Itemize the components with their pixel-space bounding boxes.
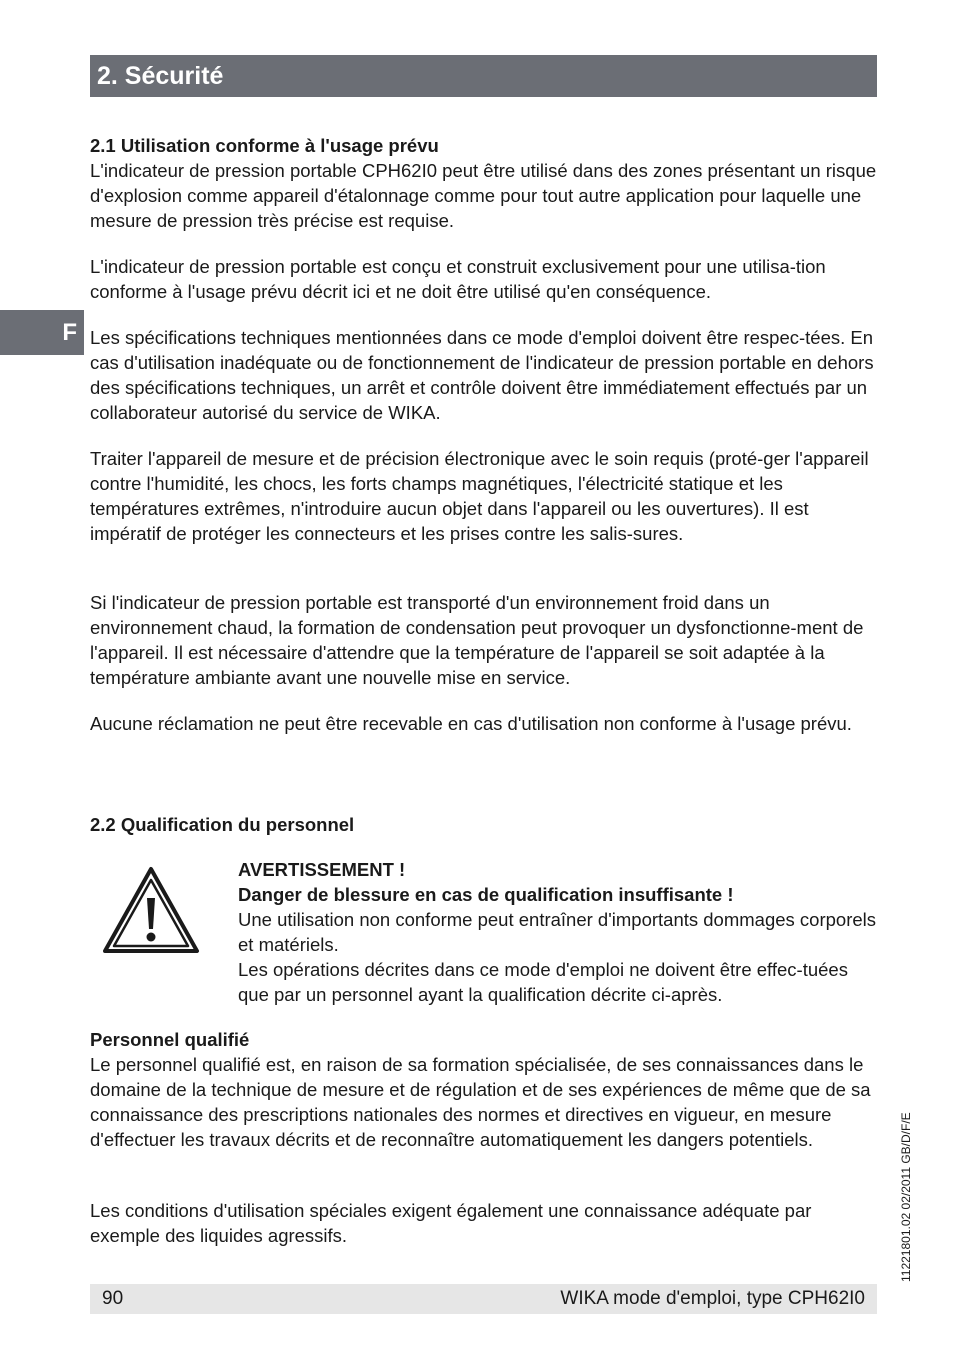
warning-text: Une utilisation non conforme peut entraîner d'importants dommages corporels et matériels. — [238, 909, 877, 955]
paragraph: Les conditions d'utilisation spéciales exigent également une connaissance adéquate par exemple des liquides agressifs. — [90, 1200, 812, 1246]
paragraph: L'indicateur de pression portable est conçu et construit exclusivement pour une utilisa-tion conforme à l'usage prévu décrit ici et ne doit être utilisé qu'en conséquence. — [90, 256, 826, 302]
warning-triangle-icon — [102, 866, 200, 954]
section-title: 2. Sécurité — [90, 55, 877, 97]
warning-title: AVERTISSEMENT ! — [238, 859, 406, 880]
paragraph: L'indicateur de pression portable CPH62I0 peut être utilisé dans des zones présentant un risque d'explosion comme appareil d'étalonnage comme pour tout autre application pour laquelle une mesure de pression très précise est requise. — [90, 160, 877, 231]
document-title: WIKA mode d'emploi, type CPH62I0 — [560, 1288, 865, 1309]
section-2-1-heading: 2.1 Utilisation conforme à l'usage prévu — [90, 135, 439, 156]
warning-block — [238, 857, 878, 1007]
section-2-2-heading: 2.2 Qualification du personnel — [90, 814, 355, 835]
qualified-staff-heading: Personnel qualifié — [90, 1029, 250, 1050]
document-code: 11221801.02 02/2011 GB/D/F/E — [899, 1112, 913, 1282]
paragraph: Traiter l'appareil de mesure et de précision électronique avec le soin requis (proté-ger l'appareil contre l'humidité, les chocs, les forts champs magnétiques, l'électricité statique et les températures extrêmes, n'introduire aucun objet dans l'appareil ou les ouvertures). Il est impératif de protéger les connecteurs et les prises contre les salis-sures. — [90, 448, 869, 544]
paragraph: Aucune réclamation ne peut être recevable en cas d'utilisation non conforme à l'usage prévu. — [90, 713, 852, 734]
warning-text: Les opérations décrites dans ce mode d'emploi ne doivent être effec-tuées que par un personnel ayant la qualification décrite ci-après. — [238, 959, 848, 1005]
paragraph: Si l'indicateur de pression portable est transporté d'un environnement froid dans un environnement chaud, la formation de condensation peut provoquer un dysfonctionne-ment de l'appareil. Il est nécessaire d'attendre que la température de l'appareil se soit adaptée à la température ambiante avant une nouvelle mise en service. — [90, 592, 864, 688]
paragraph: Le personnel qualifié est, en raison de sa formation spécialisée, de ses connaissances dans le domaine de la technique de mesure et de régulation et de ses expériences de même que de sa connaissance des prescriptions nationales des normes et directives en vigueur, en mesure d'effectuer les travaux décrits et de reconnaître automatiquement les dangers potentiels. — [90, 1054, 871, 1150]
warning-subtitle: Danger de blessure en cas de qualification insuffisante ! — [238, 884, 734, 905]
page-number: 90 — [102, 1288, 124, 1309]
language-tab: F — [0, 310, 84, 355]
paragraph: Les spécifications techniques mentionnées dans ce mode d'emploi doivent être respec-tées. En cas d'utilisation inadéquate ou de fonctionnement de l'indicateur de pression portable en dehors des spécifications techniques, un arrêt et contrôle doivent être immédiatement effectués par un collaborateur autorisé du service de WIKA. — [90, 327, 874, 423]
page-footer — [90, 1284, 877, 1314]
